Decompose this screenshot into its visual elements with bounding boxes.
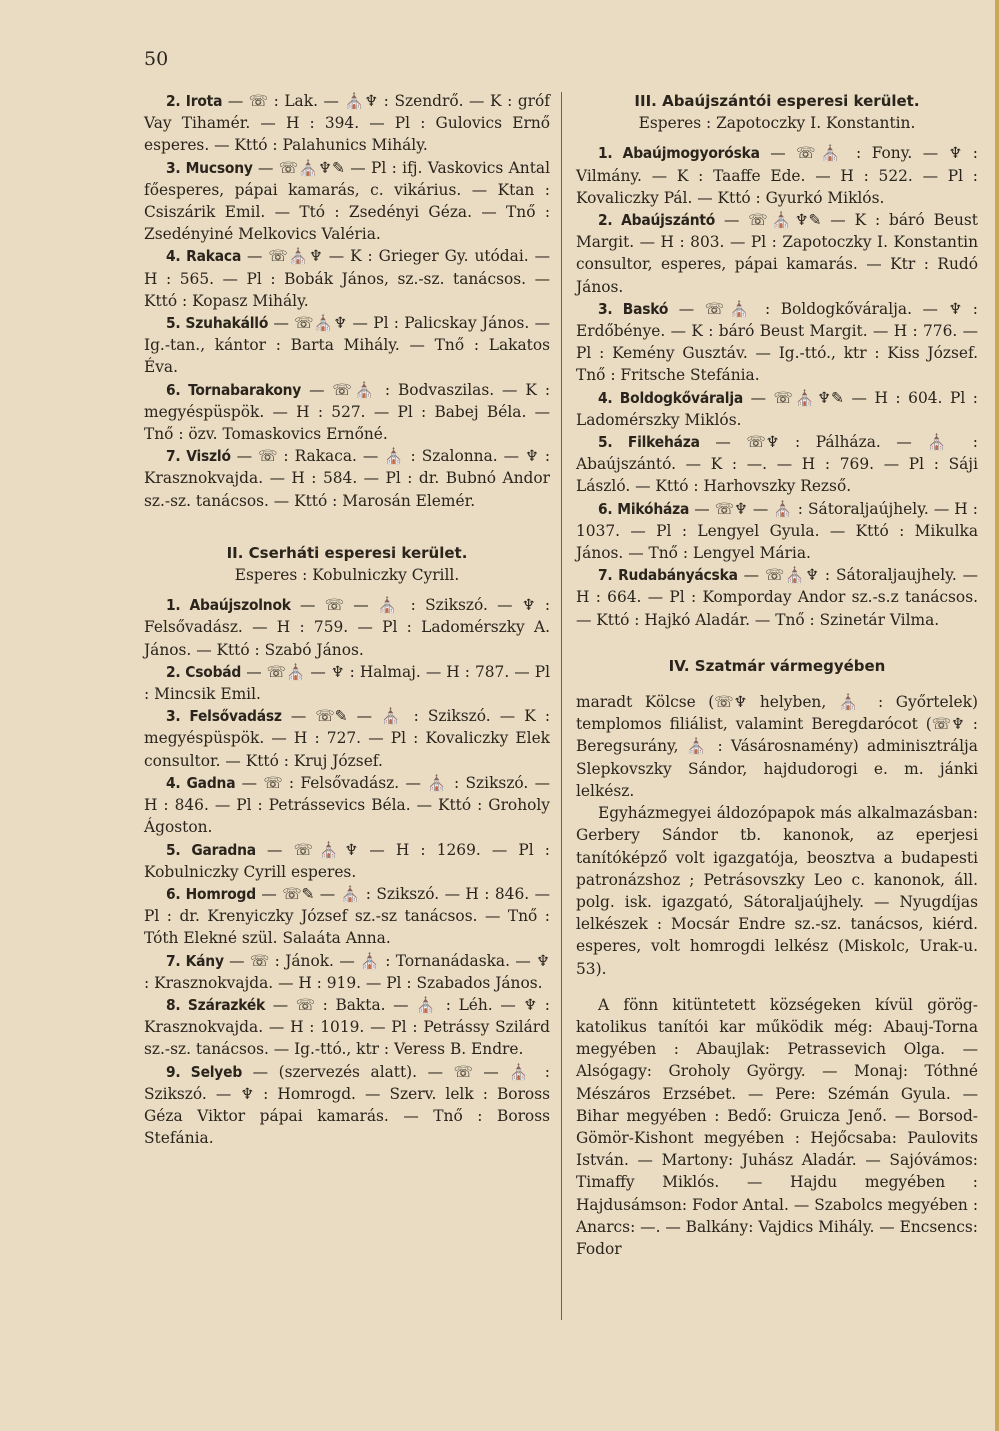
right-column: [576, 90, 978, 1260]
entry-viszlo: 7. Viszló — ☏ : Rakaca. — ⛪ : Szalonna. — ♆ : Krasznokvajda. — H : 584. — Pl : dr. Bubnó Andor sz.-sz. tanácsos. — Kttó : Marosán Elemér.: [144, 447, 550, 510]
entry-mikohaza: 6. Mikóháza — ☏♆ — ⛪ : Sátoraljaújhely. — H : 1037. — Pl : Lengyel Gyula. — Kttó : Mikulka János. — Tnő : Lengyel Mária.: [576, 499, 978, 563]
entry-abaujszolnok: 1. Abaújszolnok — ☏ — ⛪ : Szikszó. — ♆ : Felsővadász. — H : 759. — Pl : Ladomérszky A. János. — Kttó : Szabó János.: [144, 596, 551, 659]
dean-abaujszantoi: Esperes : Zapotoczky I. Konstantin.: [638, 114, 916, 133]
entry-garadna: 5. Garadna — ☏⛪♆ — H : 1269. — Pl : Kobulniczky Cyrill esperes.: [144, 840, 550, 881]
section-heading-szatmar: IV. Szatmár vármegyében: [668, 656, 886, 675]
entry-basko: 3. Baskó — ☏⛪ : Boldogkőváralja. — ♆ : Erdőbénye. — K : báró Beust Margit. — H : 776. — Pl : Kemény Gusztáv. — Ig.-ttó., ktr : Kiss József. Tnő : Fritsche Stefánia.: [576, 299, 978, 385]
left-column: [144, 90, 550, 1149]
page-edge: [995, 0, 999, 1431]
entry-rakaca: 4. Rakaca — ☏⛪♆ — K : Grieger Gy. utódai. — H : 565. — Pl : Bobák János, sz.-sz. tanácsos. — Kttó : Kopasz Mihály.: [144, 247, 550, 310]
paragraph-kolcse: maradt Kölcse (☏♆ helyben, ⛪ : Győrtelek) templomos filiálist, valamint Beregdarócot (☏♆ : Beregsurány, ⛪ : Vásárosnamény) adminisztrálja Slepkovszky Sándor, hajdudorogi e. m. jánki lelkész.: [576, 693, 978, 800]
entry-selyeb: 9. Selyeb — (szervezés alatt). — ☏ — ⛪ : Szikszó. — ♆ : Homrogd. — Szerv. lelk : Boross Géza Viktor pápai kamarás. — Tnő : Boross Stefánia.: [144, 1062, 550, 1148]
dean-cserhati: Esperes : Kobulniczky Cyrill.: [234, 566, 460, 585]
entry-abaujmogyoroska: 1. Abaújmogyoróska — ☏⛪ : Fony. — ♆ : Vilmány. — K : Taaffe Ede. — H : 522. — Pl : Kovaliczky Pál. — Kttó : Gyurkó Miklós.: [576, 144, 978, 207]
section-heading-cserhati: II. Cserháti esperesi kerület.: [226, 543, 468, 562]
entry-szarazkek: 8. Szárazkék — ☏ : Bakta. — ⛪ : Léh. — ♆ : Krasznokvajda. — H : 1019. — Pl : Petrássy Szilárd sz.-sz. tanácsos. — Ig.-ttó., ktr : Veress B. Endre.: [144, 995, 550, 1059]
entry-kany: 7. Kány — ☏ : Jánok. — ⛪ : Tornanádaska. — ♆ : Krasznokvajda. — H : 919. — Pl : Szabados János.: [144, 951, 550, 992]
entry-gadna: 4. Gadna — ☏ : Felsővadász. — ⛪ : Szikszó. — H : 846. — Pl : Petrássevics Béla. — Kttó : Groholy Ágoston.: [144, 773, 550, 837]
entry-homrogd: 6. Homrogd — ☏✎ — ⛪ : Szikszó. — H : 846. — Pl : dr. Krenyiczky József sz.-sz tanácsos. — Tnő : Tóth Elekné szül. Salaáta Anna.: [144, 884, 550, 948]
paragraph-egyhazmegyei: Egyházmegyei áldozópapok más alkalmazásban: Gerbery Sándor tb. kanonok, az eperjesi tanítóképző volt igazgatója, beosztva a budapesti patronázshoz ; Petrásovszky Leo c. kanonok, áll. polg. isk. igazgató, Sátoraljaújhely. — Nyugdíjas lelkészek : Mocsár Endre sz.-sz. tanácsos, kiérd. esperes, volt homrogdi lelkész (Miskolc, Urak-u. 53).: [576, 804, 978, 978]
column-divider: [561, 92, 562, 1320]
entry-boldogkovaralja: 4. Boldogkőváralja — ☏⛪♆✎ — H : 604. Pl : Ladomérszky Miklós.: [576, 388, 978, 429]
entry-rudabanyacska: 7. Rudabányácska — ☏⛪♆ : Sátoraljaujhely. — H : 664. — Pl : Komporday Andor sz.-s.z tanácsos. — Kttó : Hajkó Aladár. — Tnő : Szinetár Vilma.: [576, 566, 978, 629]
entry-felsovadasz: 3. Felsővadász — ☏✎ — ⛪ : Szikszó. — K : megyéspüspök. — H : 727. — Pl : Kovaliczky Elek consultor. — Kttó : Kruj József.: [144, 707, 551, 770]
entry-filkehaza: 5. Filkeháza — ☏♆ : Pálháza. — ⛪ : Abaújszántó. — K : —. — H : 769. — Pl : Sáji László. — Kttó : Harhovszky Rezső.: [576, 433, 978, 496]
entry-tornabarakony: 6. Tornabarakony — ☏⛪ : Bodvaszilas. — K : megyéspüspök. — H : 527. — Pl : Babej Béla. — Tnő : özv. Tomaskovics Ernőné.: [144, 380, 551, 444]
entry-mucsony: 3. Mucsony — ☏⛪♆✎ — Pl : ifj. Vaskovics Antal főesperes, pápai kamarás, c. vikárius. — Ktan : Csiszárik Emil. — Ttó : Zsedényi Géza. — Tnő : Zsedényiné Melkovics Valéria.: [144, 158, 550, 244]
entry-szuhakallo: 5. Szuhakálló — ☏⛪♆ — Pl : Palicskay János. — Ig.-tan., kántor : Barta Mihály. — Tnő : Lakatos Éva.: [144, 314, 550, 377]
page-number: 50: [144, 48, 169, 70]
entry-csobad: 2. Csobád — ☏⛪ — ♆ : Halmaj. — H : 787. — Pl : Mincsik Emil.: [144, 662, 550, 704]
entry-abaujszanto: 2. Abaújszántó — ☏⛪♆✎ — K : báró Beust Margit. — H : 803. — Pl : Zapotoczky I. Konstantin consultor, esperes, pápai kamarás. — Ktr : Rudó János.: [576, 211, 978, 296]
section-heading-abaujszantoi: III. Abaújszántói esperesi kerület.: [634, 92, 920, 110]
entry-irota: 2. Irota — ☏ : Lak. — ⛪♆ : Szendrő. — K : gróf Vay Tihamér. — H : 394. — Pl : Gulovics Ernő esperes. — Kttó : Palahunics Mihály.: [144, 92, 550, 155]
paragraph-tanitoi-kar: A fönn kitüntetett községeken kívül görög-katolikus tanítói kar működik még: Abauj-Torna megyében : Abaujlak: Petrassevich Olga. — Alsógagy: Groholy György. — Monaj: Tóthné Mészáros Erzsébet. — Pere: Szémán Gyula. — Bihar megyében : Bedő: Gruicza Jenő. — Borsod-Gömör-Kishont megyében : Hejőcsaba: Paulovits István. — Martony: Juhász Aladár. — Sajóvámos: Timaffy Miklós. — Hajdu megyében : Hajdusámson: Fodor Antal. — Szabolcs megyében : Anarcs: —. — Balkány: Vajdics Mihály. — Encsencs: Fodor: [576, 995, 978, 1258]
